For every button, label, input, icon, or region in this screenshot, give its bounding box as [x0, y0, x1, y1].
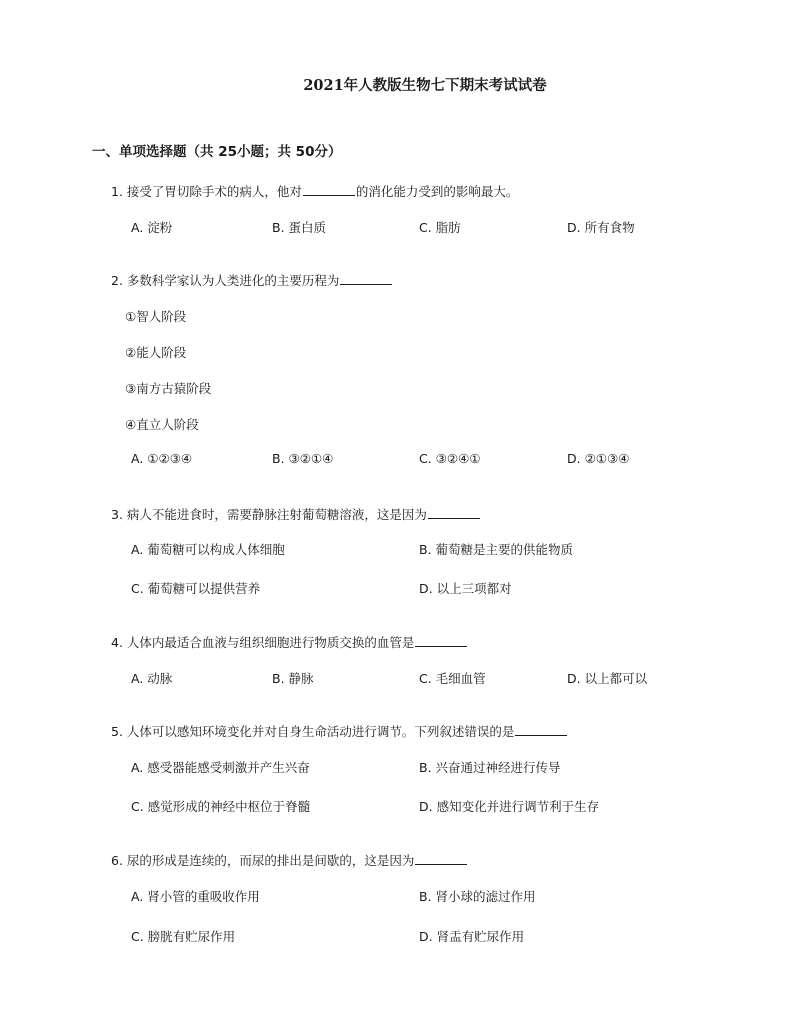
exam-title: 2021年人教版生物七下期末考试试卷 — [303, 77, 547, 94]
option-d: D. 以上都可以 — [567, 671, 648, 686]
option-d: D. 肾盂有贮尿作用 — [419, 929, 525, 944]
question-5 — [111, 722, 568, 740]
statement-item: ③南方古猿阶段 — [125, 381, 212, 396]
question-text: 3. 病人不能进食时，需要静脉注射葡萄糖溶液，这是因为 — [111, 507, 427, 522]
answer-blank — [415, 864, 467, 865]
question-text: 5. 人体可以感知环境变化并对自身生命活动进行调节。下列叙述错误的是 — [111, 724, 515, 739]
option-b: B. 兴奋通过神经进行传导 — [419, 760, 561, 775]
option-c: C. 膀胱有贮尿作用 — [131, 929, 236, 944]
question-6 — [111, 851, 468, 869]
answer-blank — [515, 735, 567, 736]
statement-item: ②能人阶段 — [125, 345, 187, 360]
option-b: B. 葡萄糖是主要的供能物质 — [419, 542, 574, 557]
statement-item: ①智人阶段 — [125, 309, 187, 324]
question-2 — [111, 271, 393, 289]
option-a: A. 葡萄糖可以构成人体细胞 — [131, 542, 285, 557]
option-d: D. 所有食物 — [567, 220, 635, 235]
option-b: B. 蛋白质 — [272, 220, 327, 235]
section-heading: 一、单项选择题（共 25小题；共 50分） — [92, 144, 342, 160]
answer-blank — [428, 518, 480, 519]
option-a: A. 淀粉 — [131, 220, 173, 235]
question-text-tail: 的消化能力受到的影响最大。 — [355, 184, 519, 199]
option-b: B. 静脉 — [272, 671, 314, 686]
answer-blank — [303, 195, 355, 196]
answer-blank — [340, 284, 392, 285]
option-c: C. 葡萄糖可以提供营养 — [131, 581, 261, 596]
option-a: A. 动脉 — [131, 671, 173, 686]
question-text: 1. 接受了胃切除手术的病人，他对 — [111, 184, 302, 199]
option-a: A. 感受器能感受刺激并产生兴奋 — [131, 760, 310, 775]
question-text: 2. 多数科学家认为人类进化的主要历程为 — [111, 273, 340, 288]
option-d: D. 感知变化并进行调节利于生存 — [419, 799, 600, 814]
option-a: A. ①②③④ — [131, 451, 193, 466]
option-d: D. ②①③④ — [567, 451, 630, 466]
question-text: 6. 尿的形成是连续的，而尿的排出是间歇的，这是因为 — [111, 853, 415, 868]
option-b: B. ③②①④ — [272, 451, 334, 466]
option-b: B. 肾小球的滤过作用 — [419, 889, 536, 904]
statement-item: ④直立人阶段 — [125, 417, 199, 432]
option-c: C. ③②④① — [419, 451, 481, 466]
option-a: A. 肾小管的重吸收作用 — [131, 889, 260, 904]
question-3 — [111, 505, 481, 523]
question-4 — [111, 633, 468, 651]
answer-blank — [415, 646, 467, 647]
question-1 — [111, 182, 518, 200]
option-c: C. 感觉形成的神经中枢位于脊髓 — [131, 799, 311, 814]
option-d: D. 以上三项都对 — [419, 581, 512, 596]
question-text: 4. 人体内最适合血液与组织细胞进行物质交换的血管是 — [111, 635, 415, 650]
option-c: C. 毛细血管 — [419, 671, 486, 686]
option-c: C. 脂肪 — [419, 220, 461, 235]
